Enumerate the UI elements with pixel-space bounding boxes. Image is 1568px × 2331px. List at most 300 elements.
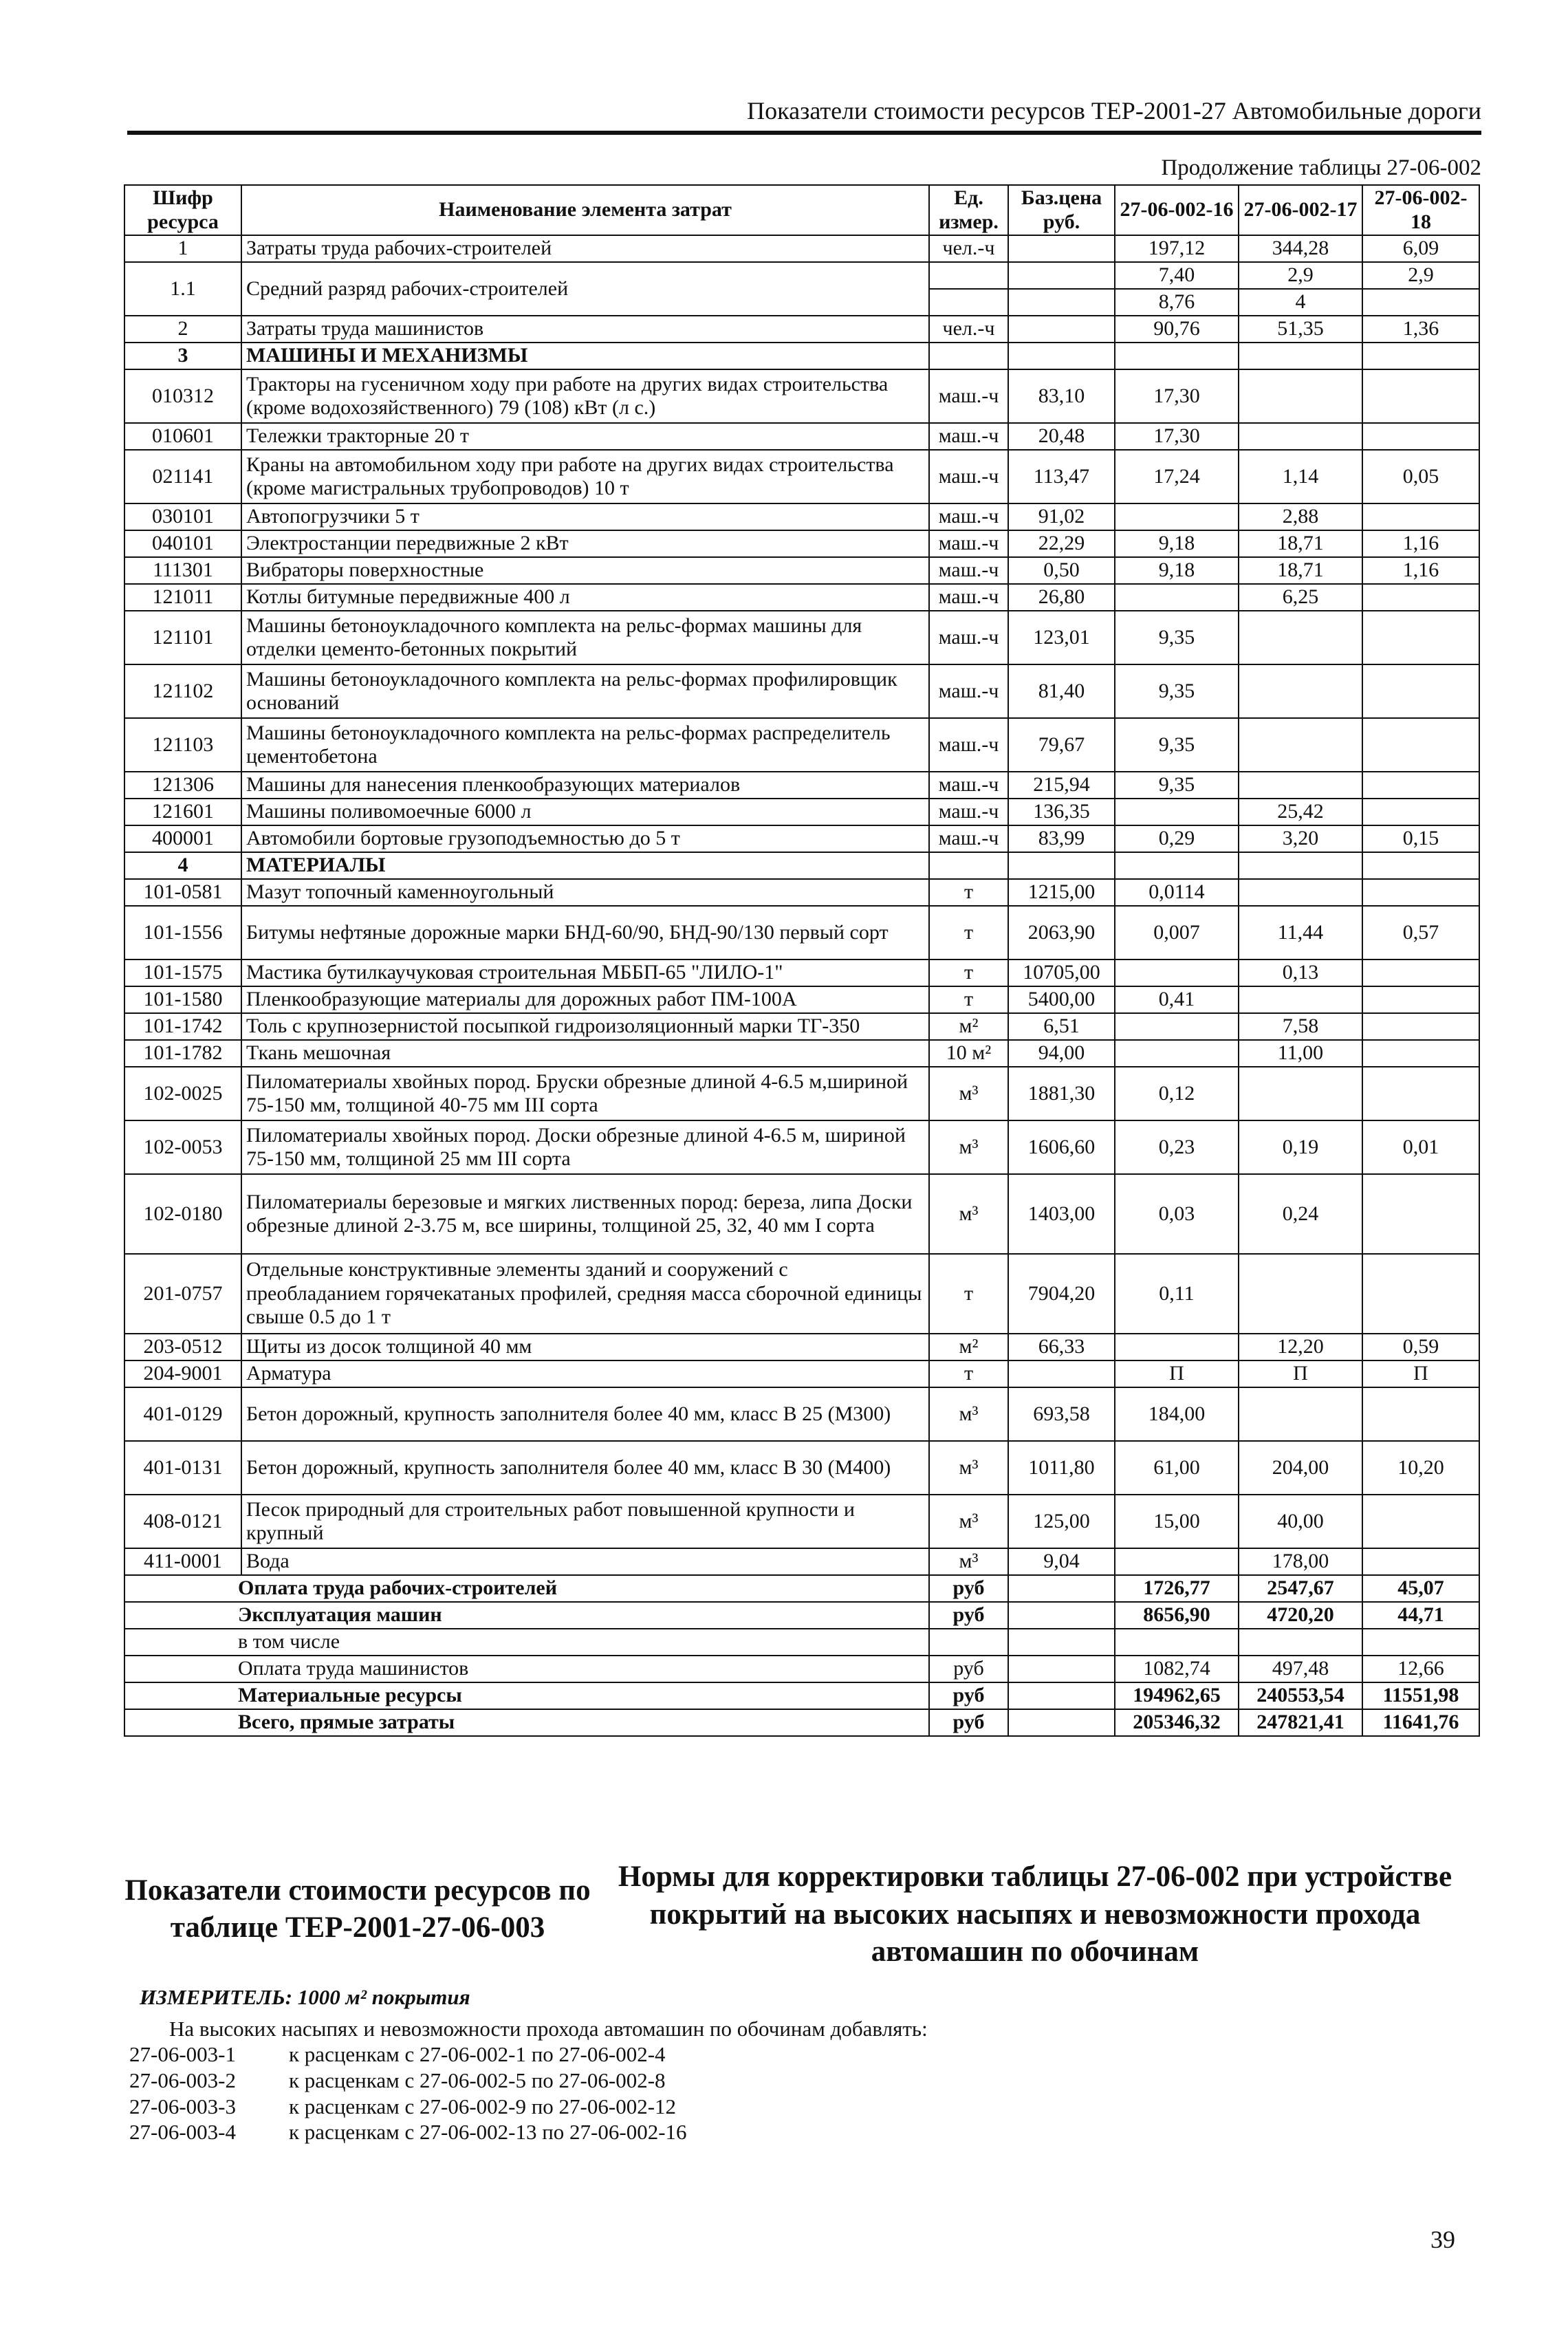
header-cell-unit: Ед. измер. bbox=[929, 185, 1008, 235]
cell-code: 2 bbox=[124, 316, 241, 343]
summary-label: Оплата труда рабочих-строителей bbox=[124, 1575, 929, 1602]
table-row bbox=[124, 584, 1479, 611]
cell-base-price bbox=[1008, 289, 1115, 316]
cell-code: 030101 bbox=[124, 503, 241, 530]
table-row bbox=[124, 369, 1479, 423]
cell-col-16: 61,00 bbox=[1115, 1441, 1239, 1495]
table-row bbox=[124, 799, 1479, 825]
cell-name: Затраты труда рабочих-строителей bbox=[241, 235, 929, 262]
summary-cell: 8656,90 bbox=[1115, 1602, 1239, 1629]
page-header bbox=[127, 91, 1481, 135]
cell-code: 021141 bbox=[124, 450, 241, 503]
cell-code: 101-0581 bbox=[124, 879, 241, 906]
cell-unit: маш.-ч bbox=[929, 450, 1008, 503]
page-number: 39 bbox=[1430, 2226, 1455, 2253]
cell-col-18: П bbox=[1362, 1360, 1479, 1387]
table-row bbox=[124, 1120, 1479, 1174]
cell-unit: м³ bbox=[929, 1548, 1008, 1575]
cell-unit: м³ bbox=[929, 1387, 1008, 1441]
cell-col-18: 0,15 bbox=[1362, 825, 1479, 852]
table-row bbox=[124, 1360, 1479, 1387]
cell-code: 1.1 bbox=[124, 262, 241, 316]
cell-name: Бетон дорожный, крупность заполнителя более 40 мм, класс В 30 (М400) bbox=[241, 1441, 929, 1495]
reference-text: к расценкам с 27-06-002-13 по 27-06-002-16 bbox=[289, 2120, 687, 2145]
cell-col-18 bbox=[1362, 1067, 1479, 1120]
table-row bbox=[124, 959, 1479, 986]
cell-unit: маш.-ч bbox=[929, 369, 1008, 423]
cell-code: 102-0025 bbox=[124, 1067, 241, 1120]
cell-col-18 bbox=[1362, 584, 1479, 611]
cell-base-price: 693,58 bbox=[1008, 1387, 1115, 1441]
cell-col-18: 6,09 bbox=[1362, 235, 1479, 262]
table-row bbox=[124, 343, 1479, 369]
table-row bbox=[124, 825, 1479, 852]
cell-col-17: 18,71 bbox=[1239, 557, 1362, 584]
reference-list bbox=[129, 2041, 687, 2145]
cell-code: 401-0129 bbox=[124, 1387, 241, 1441]
cell-col-17: 11,00 bbox=[1239, 1040, 1362, 1067]
cell-col-17: 2,88 bbox=[1239, 503, 1362, 530]
page-header-title: Показатели стоимости ресурсов ТЕР-2001-27 Автомобильные дороги bbox=[747, 97, 1481, 124]
cell-code: 121011 bbox=[124, 584, 241, 611]
cell-code: 101-1575 bbox=[124, 959, 241, 986]
cell-name: Тележки тракторные 20 т bbox=[241, 423, 929, 450]
table-row bbox=[124, 1387, 1479, 1441]
reference-code: 27-06-003-3 bbox=[129, 2094, 236, 2118]
cell-unit: м³ bbox=[929, 1067, 1008, 1120]
cell-base-price: 5400,00 bbox=[1008, 986, 1115, 1013]
cell-name: Электростанции передвижные 2 кВт bbox=[241, 530, 929, 557]
addition-note: На высоких насыпях и невозможности прохода автомашин по обочинам добавлять: bbox=[169, 2017, 928, 2041]
header-cell-col-16: 27-06-002-16 bbox=[1115, 185, 1239, 235]
cell-col-16 bbox=[1115, 503, 1239, 530]
cell-unit: маш.-ч bbox=[929, 611, 1008, 664]
cell-col-16: 17,30 bbox=[1115, 423, 1239, 450]
cell-name: Арматура bbox=[241, 1360, 929, 1387]
summary-row bbox=[124, 1656, 1479, 1682]
cell-col-16: 9,35 bbox=[1115, 772, 1239, 799]
cell-code: 102-0053 bbox=[124, 1120, 241, 1174]
cell-col-17: 344,28 bbox=[1239, 235, 1362, 262]
cell-code: 102-0180 bbox=[124, 1174, 241, 1254]
cell-unit: маш.-ч bbox=[929, 664, 1008, 718]
summary-label: Эксплуатация машин bbox=[124, 1602, 929, 1629]
cell-col-17 bbox=[1239, 343, 1362, 369]
cell-col-17: 7,58 bbox=[1239, 1013, 1362, 1040]
cell-base-price: 81,40 bbox=[1008, 664, 1115, 718]
cell-col-17: 204,00 bbox=[1239, 1441, 1362, 1495]
cell-col-18 bbox=[1362, 1387, 1479, 1441]
cell-col-17: 11,44 bbox=[1239, 906, 1362, 959]
cell-base-price: 83,10 bbox=[1008, 369, 1115, 423]
cell-col-16: 197,12 bbox=[1115, 235, 1239, 262]
cell-base-price: 1011,80 bbox=[1008, 1441, 1115, 1495]
cell-code: 101-1782 bbox=[124, 1040, 241, 1067]
summary-cell bbox=[1008, 1575, 1115, 1602]
cell-col-16 bbox=[1115, 1334, 1239, 1360]
cell-name: Песок природный для строительных работ повышенной крупности и крупный bbox=[241, 1495, 929, 1548]
cell-code: 203-0512 bbox=[124, 1334, 241, 1360]
summary-cell bbox=[1115, 1629, 1239, 1656]
cell-col-18 bbox=[1362, 959, 1479, 986]
table-header-row bbox=[124, 185, 1479, 235]
summary-cell bbox=[1362, 1629, 1479, 1656]
cell-unit: т bbox=[929, 959, 1008, 986]
cell-col-17 bbox=[1239, 423, 1362, 450]
cell-base-price: 125,00 bbox=[1008, 1495, 1115, 1548]
cell-unit: т bbox=[929, 986, 1008, 1013]
cell-unit: маш.-ч bbox=[929, 825, 1008, 852]
reference-text: к расценкам с 27-06-002-5 по 27-06-002-8 bbox=[289, 2068, 666, 2092]
table-row bbox=[124, 530, 1479, 557]
cell-base-price: 91,02 bbox=[1008, 503, 1115, 530]
cell-col-16: 7,40 bbox=[1115, 262, 1239, 289]
cell-name: Отдельные конструктивные элементы зданий и сооружений с преобладанием горячекатаных профилей, средняя масса сборочной единицы свыше 0.5 до 1 т bbox=[241, 1254, 929, 1334]
table-row bbox=[124, 664, 1479, 718]
cell-base-price bbox=[1008, 235, 1115, 262]
cell-col-18 bbox=[1362, 986, 1479, 1013]
cell-col-17: 2,9 bbox=[1239, 262, 1362, 289]
cell-col-17 bbox=[1239, 986, 1362, 1013]
cell-unit: м³ bbox=[929, 1174, 1008, 1254]
cell-base-price: 0,50 bbox=[1008, 557, 1115, 584]
cell-col-16 bbox=[1115, 1548, 1239, 1575]
summary-row bbox=[124, 1575, 1479, 1602]
cell-code: 408-0121 bbox=[124, 1495, 241, 1548]
summary-cell: 45,07 bbox=[1362, 1575, 1479, 1602]
cell-col-16: 17,24 bbox=[1115, 450, 1239, 503]
summary-cell: 194962,65 bbox=[1115, 1682, 1239, 1709]
cell-base-price: 79,67 bbox=[1008, 718, 1115, 772]
cell-name: Битумы нефтяные дорожные марки БНД-60/90, БНД-90/130 первый сорт bbox=[241, 906, 929, 959]
cell-name: Тракторы на гусеничном ходу при работе на других видах строительства (кроме водохозяйственного) 79 (108) кВт (л с.) bbox=[241, 369, 929, 423]
cell-col-17: 6,25 bbox=[1239, 584, 1362, 611]
cell-code: 040101 bbox=[124, 530, 241, 557]
cell-col-16: 0,03 bbox=[1115, 1174, 1239, 1254]
summary-cell: 240553,54 bbox=[1239, 1682, 1362, 1709]
cell-col-16: 0,41 bbox=[1115, 986, 1239, 1013]
cell-col-18: 0,01 bbox=[1362, 1120, 1479, 1174]
cell-name: МАШИНЫ И МЕХАНИЗМЫ bbox=[241, 343, 929, 369]
cell-unit: маш.-ч bbox=[929, 423, 1008, 450]
cell-col-16 bbox=[1115, 959, 1239, 986]
cell-col-18 bbox=[1362, 799, 1479, 825]
cell-unit: чел.-ч bbox=[929, 316, 1008, 343]
summary-cell: руб bbox=[929, 1709, 1008, 1736]
lower-right-title: Нормы для корректировки таблицы 27-06-002 при устройстве покрытий на высоких насыпях и невозможности прохода автомашин по обочинам bbox=[618, 1861, 1452, 1969]
cell-col-17 bbox=[1239, 611, 1362, 664]
table-row bbox=[124, 557, 1479, 584]
cell-col-18 bbox=[1362, 879, 1479, 906]
cell-unit: маш.-ч bbox=[929, 799, 1008, 825]
cell-base-price bbox=[1008, 852, 1115, 879]
summary-cell: 205346,32 bbox=[1115, 1709, 1239, 1736]
cell-col-18: 1,16 bbox=[1362, 530, 1479, 557]
table-row bbox=[124, 1441, 1479, 1495]
summary-label: в том числе bbox=[124, 1629, 929, 1656]
cell-name: Средний разряд рабочих-строителей bbox=[241, 262, 929, 316]
cell-col-16: 0,11 bbox=[1115, 1254, 1239, 1334]
cell-unit: чел.-ч bbox=[929, 235, 1008, 262]
cell-name: Толь с крупнозернистой посыпкой гидроизоляционный марки ТГ-350 bbox=[241, 1013, 929, 1040]
cell-col-17: 40,00 bbox=[1239, 1495, 1362, 1548]
header-cell-name: Наименование элемента затрат bbox=[241, 185, 929, 235]
cell-code: 101-1556 bbox=[124, 906, 241, 959]
cell-unit: т bbox=[929, 1254, 1008, 1334]
cell-col-16 bbox=[1115, 799, 1239, 825]
cell-unit: м² bbox=[929, 1334, 1008, 1360]
cell-name: Щиты из досок толщиной 40 мм bbox=[241, 1334, 929, 1360]
cell-name: Пиломатериалы хвойных пород. Бруски обрезные длиной 4-6.5 м,шириной 75-150 мм, толщиной 40-75 мм III сорта bbox=[241, 1067, 929, 1120]
cell-unit: маш.-ч bbox=[929, 584, 1008, 611]
cell-unit: т bbox=[929, 1360, 1008, 1387]
cell-base-price: 94,00 bbox=[1008, 1040, 1115, 1067]
table-row bbox=[124, 450, 1479, 503]
meter-label: ИЗМЕРИТЕЛЬ: 1000 м² покрытия bbox=[140, 1985, 470, 2009]
cell-col-16: 0,12 bbox=[1115, 1067, 1239, 1120]
cell-col-16: 9,35 bbox=[1115, 611, 1239, 664]
summary-cell: 44,71 bbox=[1362, 1602, 1479, 1629]
table-row bbox=[124, 879, 1479, 906]
cell-col-17: 3,20 bbox=[1239, 825, 1362, 852]
cell-code: 411-0001 bbox=[124, 1548, 241, 1575]
table-row bbox=[124, 1067, 1479, 1120]
summary-row bbox=[124, 1602, 1479, 1629]
header-cell-col-17: 27-06-002-17 bbox=[1239, 185, 1362, 235]
cell-name: Котлы битумные передвижные 400 л bbox=[241, 584, 929, 611]
cell-col-18 bbox=[1362, 1174, 1479, 1254]
cell-col-18: 0,59 bbox=[1362, 1334, 1479, 1360]
cell-col-18 bbox=[1362, 611, 1479, 664]
table-row bbox=[124, 235, 1479, 262]
cell-code: 401-0131 bbox=[124, 1441, 241, 1495]
cell-base-price: 7904,20 bbox=[1008, 1254, 1115, 1334]
summary-cell: 497,48 bbox=[1239, 1656, 1362, 1682]
cell-base-price: 123,01 bbox=[1008, 611, 1115, 664]
reference-item bbox=[129, 2041, 687, 2068]
cell-base-price: 9,04 bbox=[1008, 1548, 1115, 1575]
reference-item bbox=[129, 2119, 687, 2145]
summary-cell: руб bbox=[929, 1602, 1008, 1629]
cell-col-18 bbox=[1362, 343, 1479, 369]
cell-base-price: 22,29 bbox=[1008, 530, 1115, 557]
cell-code: 3 bbox=[124, 343, 241, 369]
summary-cell bbox=[1008, 1656, 1115, 1682]
summary-label: Материальные ресурсы bbox=[124, 1682, 929, 1709]
cell-base-price bbox=[1008, 262, 1115, 289]
cell-col-16: 0,23 bbox=[1115, 1120, 1239, 1174]
cell-col-18 bbox=[1362, 852, 1479, 879]
cell-col-17 bbox=[1239, 1387, 1362, 1441]
cell-unit: м³ bbox=[929, 1120, 1008, 1174]
cell-col-17: 25,42 bbox=[1239, 799, 1362, 825]
cell-col-18 bbox=[1362, 369, 1479, 423]
cell-name: Краны на автомобильном ходу при работе на других видах строительства (кроме магистральных трубопроводов) 10 т bbox=[241, 450, 929, 503]
cell-name: Автомобили бортовые грузоподъемностью до 5 т bbox=[241, 825, 929, 852]
summary-cell: 12,66 bbox=[1362, 1656, 1479, 1682]
cell-col-18 bbox=[1362, 718, 1479, 772]
cell-name: Мастика бутилкаучуковая строительная МББП-65 "ЛИЛО-1" bbox=[241, 959, 929, 986]
cell-col-17: 12,20 bbox=[1239, 1334, 1362, 1360]
cell-base-price: 66,33 bbox=[1008, 1334, 1115, 1360]
cell-code: 010312 bbox=[124, 369, 241, 423]
cell-col-18 bbox=[1362, 289, 1479, 316]
cell-col-17: 4 bbox=[1239, 289, 1362, 316]
cell-code: 4 bbox=[124, 852, 241, 879]
cell-col-17: 18,71 bbox=[1239, 530, 1362, 557]
summary-cell bbox=[1008, 1629, 1115, 1656]
summary-cell: руб bbox=[929, 1575, 1008, 1602]
cell-col-18 bbox=[1362, 1040, 1479, 1067]
resource-cost-table bbox=[124, 184, 1480, 1737]
cell-base-price: 1606,60 bbox=[1008, 1120, 1115, 1174]
reference-text: к расценкам с 27-06-002-9 по 27-06-002-12 bbox=[289, 2094, 677, 2118]
table-row bbox=[124, 611, 1479, 664]
reference-item bbox=[129, 2068, 687, 2094]
summary-cell: 1082,74 bbox=[1115, 1656, 1239, 1682]
cell-name: Машины бетоноукладочного комплекта на рельс-формах профилировщик оснований bbox=[241, 664, 929, 718]
table-row bbox=[124, 262, 1479, 289]
cell-col-17 bbox=[1239, 879, 1362, 906]
table-row bbox=[124, 503, 1479, 530]
cell-col-18 bbox=[1362, 1495, 1479, 1548]
cell-col-17: 1,14 bbox=[1239, 450, 1362, 503]
cell-col-17: 0,24 bbox=[1239, 1174, 1362, 1254]
cell-name: Машины для нанесения пленкообразующих материалов bbox=[241, 772, 929, 799]
table-row bbox=[124, 1040, 1479, 1067]
summary-cell bbox=[1008, 1682, 1115, 1709]
cell-col-16 bbox=[1115, 584, 1239, 611]
cell-col-16: 8,76 bbox=[1115, 289, 1239, 316]
table-row bbox=[124, 1013, 1479, 1040]
cell-code: 201-0757 bbox=[124, 1254, 241, 1334]
cell-col-17 bbox=[1239, 718, 1362, 772]
summary-cell bbox=[929, 1629, 1008, 1656]
cell-name: Мазут топочный каменноугольный bbox=[241, 879, 929, 906]
cell-col-17: 0,13 bbox=[1239, 959, 1362, 986]
table-row bbox=[124, 1548, 1479, 1575]
cell-name: Бетон дорожный, крупность заполнителя более 40 мм, класс В 25 (М300) bbox=[241, 1387, 929, 1441]
cell-col-16: 9,18 bbox=[1115, 530, 1239, 557]
cell-col-18 bbox=[1362, 1548, 1479, 1575]
cell-unit: маш.-ч bbox=[929, 772, 1008, 799]
table-continuation-label: Продолжение таблицы 27-06-002 bbox=[1161, 155, 1481, 180]
cell-code: 1 bbox=[124, 235, 241, 262]
table-row bbox=[124, 1495, 1479, 1548]
cell-base-price: 26,80 bbox=[1008, 584, 1115, 611]
cell-col-16: П bbox=[1115, 1360, 1239, 1387]
lower-left-title: Показатели стоимости ресурсов по таблице ТЕР-2001-27-06-003 bbox=[124, 1874, 591, 1944]
cell-name: Вода bbox=[241, 1548, 929, 1575]
cell-base-price: 1881,30 bbox=[1008, 1067, 1115, 1120]
cell-code: 010601 bbox=[124, 423, 241, 450]
cell-col-16: 9,35 bbox=[1115, 718, 1239, 772]
cell-name: Машины бетоноукладочного комплекта на рельс-формах распределитель цементобетона bbox=[241, 718, 929, 772]
cell-base-price: 1215,00 bbox=[1008, 879, 1115, 906]
summary-row bbox=[124, 1682, 1479, 1709]
cell-col-18 bbox=[1362, 1254, 1479, 1334]
cell-col-18: 0,05 bbox=[1362, 450, 1479, 503]
table-row bbox=[124, 906, 1479, 959]
cell-col-17 bbox=[1239, 772, 1362, 799]
cell-unit bbox=[929, 852, 1008, 879]
table-row bbox=[124, 316, 1479, 343]
table-row bbox=[124, 852, 1479, 879]
cell-col-16: 17,30 bbox=[1115, 369, 1239, 423]
cell-code: 101-1580 bbox=[124, 986, 241, 1013]
summary-cell: 2547,67 bbox=[1239, 1575, 1362, 1602]
cell-code: 121102 bbox=[124, 664, 241, 718]
cell-col-18: 1,16 bbox=[1362, 557, 1479, 584]
cell-col-17: П bbox=[1239, 1360, 1362, 1387]
cell-code: 121306 bbox=[124, 772, 241, 799]
reference-code: 27-06-003-1 bbox=[129, 2042, 236, 2066]
cell-col-16: 0,007 bbox=[1115, 906, 1239, 959]
cell-col-16: 15,00 bbox=[1115, 1495, 1239, 1548]
cell-unit: т bbox=[929, 906, 1008, 959]
cell-code: 400001 bbox=[124, 825, 241, 852]
cell-name: Затраты труда машинистов bbox=[241, 316, 929, 343]
cell-code: 121103 bbox=[124, 718, 241, 772]
table-row bbox=[124, 1254, 1479, 1334]
cell-col-18 bbox=[1362, 1013, 1479, 1040]
table-row bbox=[124, 1334, 1479, 1360]
reference-text: к расценкам с 27-06-002-1 по 27-06-002-4 bbox=[289, 2042, 666, 2066]
cell-col-18 bbox=[1362, 772, 1479, 799]
cell-name: Пленкообразующие материалы для дорожных работ ПМ-100А bbox=[241, 986, 929, 1013]
cell-col-18: 10,20 bbox=[1362, 1441, 1479, 1495]
summary-cell bbox=[1008, 1602, 1115, 1629]
cell-col-17 bbox=[1239, 1254, 1362, 1334]
cell-code: 121101 bbox=[124, 611, 241, 664]
cell-code: 121601 bbox=[124, 799, 241, 825]
cell-col-17 bbox=[1239, 369, 1362, 423]
cell-unit bbox=[929, 262, 1008, 289]
cell-base-price: 6,51 bbox=[1008, 1013, 1115, 1040]
table-row bbox=[124, 772, 1479, 799]
cell-base-price: 20,48 bbox=[1008, 423, 1115, 450]
table-row bbox=[124, 718, 1479, 772]
cell-name: Вибраторы поверхностные bbox=[241, 557, 929, 584]
cell-col-17: 178,00 bbox=[1239, 1548, 1362, 1575]
cell-name: Машины поливомоечные 6000 л bbox=[241, 799, 929, 825]
header-cell-base-price: Баз.цена руб. bbox=[1008, 185, 1115, 235]
summary-row bbox=[124, 1709, 1479, 1736]
table-row bbox=[124, 423, 1479, 450]
summary-cell: 4720,20 bbox=[1239, 1602, 1362, 1629]
cell-col-16 bbox=[1115, 852, 1239, 879]
cell-unit: маш.-ч bbox=[929, 557, 1008, 584]
cell-col-17 bbox=[1239, 664, 1362, 718]
cell-unit: м³ bbox=[929, 1441, 1008, 1495]
cell-col-17 bbox=[1239, 1067, 1362, 1120]
summary-cell: 247821,41 bbox=[1239, 1709, 1362, 1736]
cell-base-price: 136,35 bbox=[1008, 799, 1115, 825]
cell-unit: маш.-ч bbox=[929, 530, 1008, 557]
cell-col-18 bbox=[1362, 503, 1479, 530]
cell-col-18: 2,9 bbox=[1362, 262, 1479, 289]
cell-col-17: 51,35 bbox=[1239, 316, 1362, 343]
summary-cell: 1726,77 bbox=[1115, 1575, 1239, 1602]
cell-col-17 bbox=[1239, 852, 1362, 879]
summary-label: Оплата труда машинистов bbox=[124, 1656, 929, 1682]
reference-code: 27-06-003-2 bbox=[129, 2068, 236, 2092]
summary-cell bbox=[1008, 1709, 1115, 1736]
cell-col-16: 0,0114 bbox=[1115, 879, 1239, 906]
header-cell-code: Шифр ресурса bbox=[124, 185, 241, 235]
cell-unit: маш.-ч bbox=[929, 718, 1008, 772]
cell-col-18: 0,57 bbox=[1362, 906, 1479, 959]
